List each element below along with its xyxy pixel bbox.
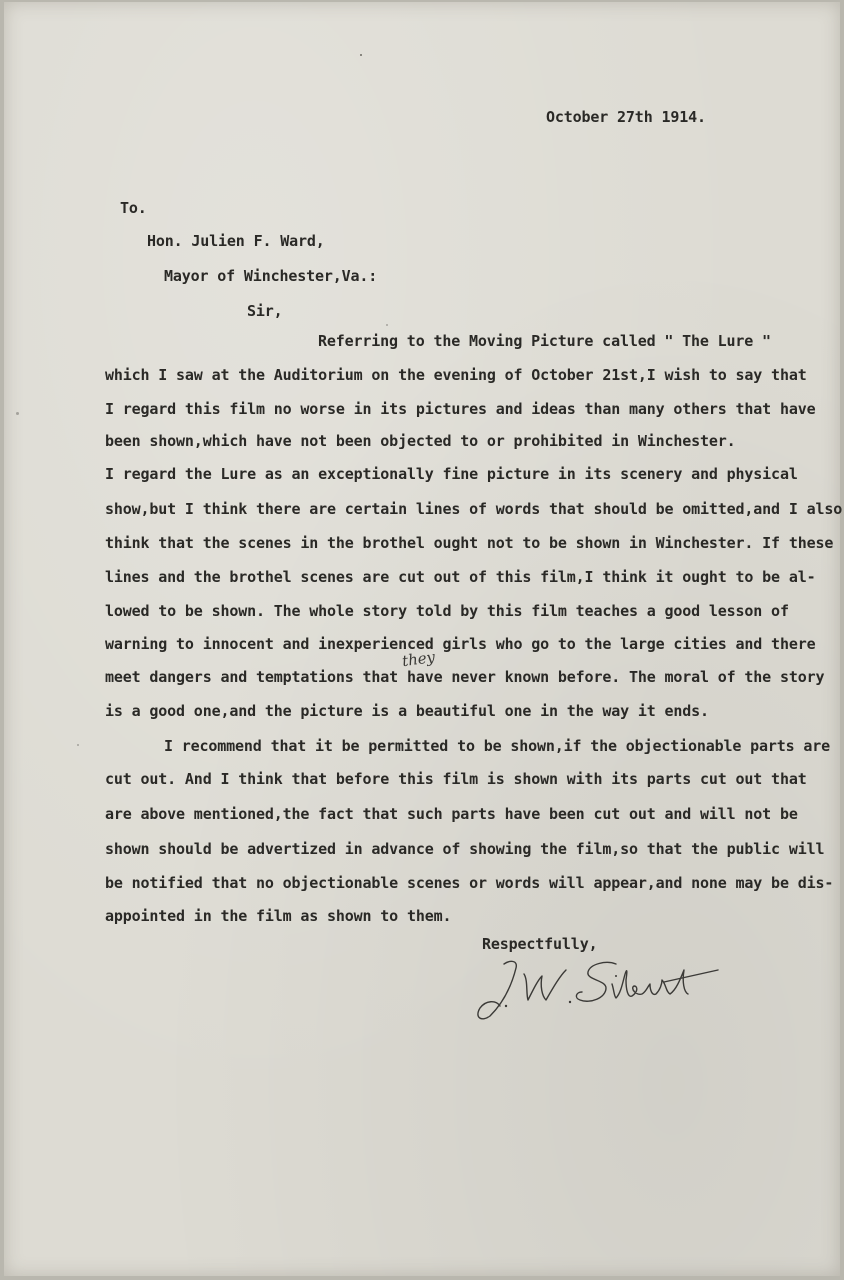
letter-date: October 27th 1914. (546, 108, 706, 126)
paper-speck (360, 54, 362, 56)
handwritten-signature (466, 950, 726, 1026)
paragraph-1-line: I regard this film no worse in its pictures and ideas than many others that have (105, 400, 816, 418)
paragraph-3-line: be notified that no objectionable scenes or words will appear,and none may be dis- (105, 874, 834, 892)
paragraph-3-line: appointed in the film as shown to them. (105, 907, 452, 925)
paper-speck (16, 412, 19, 415)
paragraph-2-line: lowed to be shown. The whole story told by this film teaches a good lesson of (105, 602, 789, 620)
paragraph-3-line: shown should be advertized in advance of showing the film,so that the public will (105, 840, 825, 858)
salutation: Sir, (247, 302, 283, 320)
recipient-name: Hon. Julien F. Ward, (147, 232, 325, 250)
paragraph-1-line: been shown,which have not been objected to or prohibited in Winchester. (105, 432, 736, 450)
paragraph-2-line: I regard the Lure as an exceptionally fine picture in its scenery and physical (105, 465, 798, 483)
handwritten-insert: they (400, 647, 437, 671)
paragraph-1-line: which I saw at the Auditorium on the evening of October 21st,I wish to say that (105, 366, 807, 384)
paragraph-1-line: Referring to the Moving Picture called " The Lure " (318, 332, 771, 350)
paragraph-3-line: I recommend that it be permitted to be shown,if the objectionable parts are (164, 737, 831, 755)
closing: Respectfully, (482, 935, 598, 953)
paragraph-2-line: warning to innocent and inexperienced girls who go to the large cities and there (105, 635, 816, 653)
paragraph-2-line: is a good one,and the picture is a beautiful one in the way it ends. (105, 702, 709, 720)
paragraph-2-line: think that the scenes in the brothel ought not to be shown in Winchester. If these (105, 534, 834, 552)
paper-speck (77, 744, 79, 746)
letter-page (4, 2, 843, 1276)
paragraph-2-line: lines and the brothel scenes are cut out of this film,I think it ought to be al- (105, 568, 816, 586)
paragraph-3-line: are above mentioned,the fact that such parts have been cut out and will not be (105, 805, 798, 823)
recipient-title: Mayor of Winchester,Va.: (164, 267, 378, 285)
paragraph-3-line: cut out. And I think that before this film is shown with its parts cut out that (105, 770, 807, 788)
paper-speck (386, 324, 388, 326)
to-line: To. (120, 199, 147, 217)
paragraph-2-line: meet dangers and temptations that have never known before. The moral of the story (105, 668, 825, 686)
paragraph-2-line: show,but I think there are certain lines of words that should be omitted,and I also (105, 500, 843, 518)
